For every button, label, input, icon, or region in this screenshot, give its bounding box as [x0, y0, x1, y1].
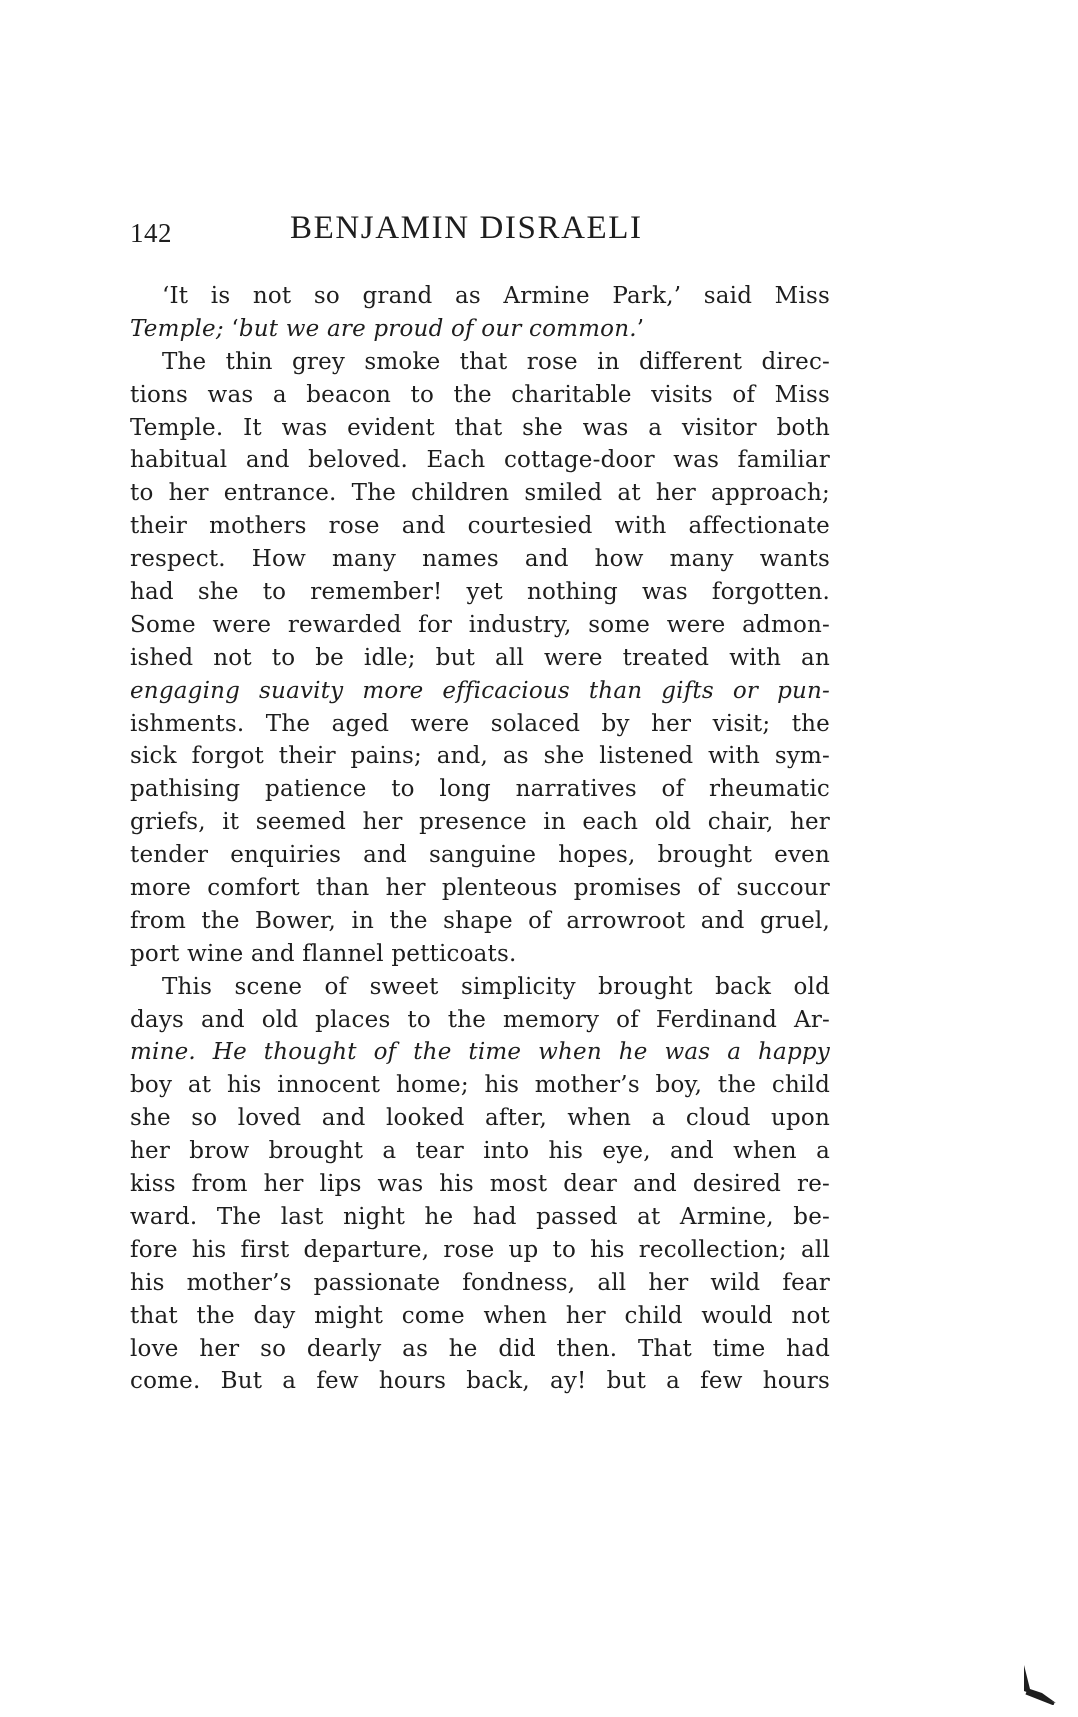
text-line: habitual and beloved. Each cottage-door was familiar [130, 447, 830, 474]
text-line: come. But a few hours back, ay! but a few hours [130, 1368, 830, 1395]
text-line: Temple. It was evident that she was a visitor both [130, 414, 830, 441]
text-line: love her so dearly as he did then. That time had [130, 1335, 830, 1362]
text-line: The thin grey smoke that rose in different direc- [162, 348, 830, 375]
scan-corner-mark-icon [1020, 1663, 1060, 1705]
text-line: tions was a beacon to the charitable visits of Miss [130, 381, 830, 408]
text-line: ishments. The aged were solaced by her visit; the [130, 710, 830, 737]
text-line: sick forgot their pains; and, as she listened with sym- [130, 743, 830, 770]
italic-span: engaging suavity more efficacious than gifts or pun- [130, 677, 830, 704]
text-line: she so loved and looked after, when a cloud upon [130, 1105, 830, 1132]
text-line: boy at his innocent home; his mother’s boy, the child [130, 1072, 830, 1099]
text-line [130, 675, 830, 708]
text-line: from the Bower, in the shape of arrowroot and gruel, [130, 907, 830, 934]
text-line: days and old places to the memory of Ferdinand Ar- [130, 1006, 830, 1033]
running-head [130, 210, 830, 260]
text-line: pathising patience to long narratives of rheumatic [130, 776, 830, 803]
text-line: fore his first departure, rose up to his recollection; all [130, 1236, 830, 1263]
page-number: 142 [130, 218, 172, 248]
text-line: ‘It is not so grand as Armine Park,’ said Miss [162, 283, 830, 309]
text-line: to her entrance. The children smiled at her approach; [130, 480, 830, 507]
text-line: their mothers rose and courtesied with affectionate [130, 513, 830, 540]
running-title: BENJAMIN DISRAELI [290, 210, 643, 246]
italic-span: but we are proud of our common. [238, 315, 637, 342]
text-line: This scene of sweet simplicity brought back old [162, 973, 830, 1000]
text-line [130, 1036, 830, 1069]
text-line: ished not to be idle; but all were treated with an [130, 644, 830, 671]
text-span: ’ [636, 315, 645, 342]
italic-span: mine. He thought of the time when he was a happy [130, 1039, 830, 1066]
text-line: tender enquiries and sanguine hopes, brought even [130, 842, 830, 869]
text-line: griefs, it seemed her presence in each old chair, her [130, 809, 830, 836]
body-text [130, 280, 830, 1398]
text-line: Some were rewarded for industry, some were admon- [130, 611, 830, 638]
text-line: that the day might come when her child would not [130, 1302, 830, 1329]
text-line [130, 313, 830, 346]
text-span: ‘ [223, 315, 239, 342]
text-line: had she to remember! yet nothing was forgotten. [130, 579, 830, 606]
italic-span: Temple; [130, 315, 224, 342]
text-line: her brow brought a tear into his eye, and when a [130, 1138, 830, 1165]
text-line: kiss from her lips was his most dear and desired re- [130, 1171, 830, 1198]
text-line: more comfort than her plenteous promises of succour [130, 875, 830, 902]
text-line: ward. The last night he had passed at Armine, be- [130, 1203, 830, 1230]
text-line: respect. How many names and how many wants [130, 546, 830, 573]
text-line: port wine and flannel petticoats. [130, 940, 517, 967]
text-line: his mother’s passionate fondness, all her wild fear [130, 1269, 830, 1296]
